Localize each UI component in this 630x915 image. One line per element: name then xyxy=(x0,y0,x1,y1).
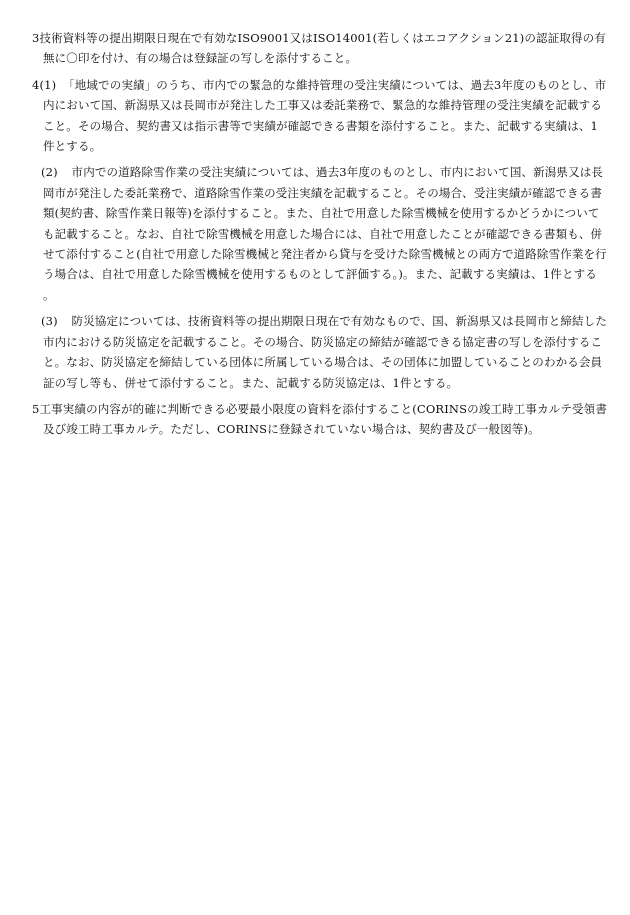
item-number: 4(1) xyxy=(32,77,57,92)
item-4-3 xyxy=(32,311,608,393)
item-text: 防災協定については、技術資料等の提出期限日現在で有効なもので、国、新潟県又は長岡市と締結した市内における防災協定を記載すること。その場合、防災協定の締結が確認できる協定書の写しを添付すること。なお、防災協定を締結している団体に所属している場合は、その団体に加盟していることのわかる会員証の写し等も、併せて添付すること。また、記載する防災協定は、1件とする。 xyxy=(43,314,607,390)
item-5 xyxy=(32,399,608,440)
item-number: 5 xyxy=(32,401,40,416)
item-number: (3) xyxy=(41,314,58,329)
item-text: 技術資料等の提出期限日現在で有効なISO9001又はISO14001(若しくはエコアクション21)の認証取得の有無に〇印を付け、有の場合は登録証の写しを添付すること。 xyxy=(39,31,606,66)
item-text: 市内での道路除雪作業の受注実績については、過去3年度のものとし、市内において国、新潟県又は長岡市が発注した委託業務で、道路除雪作業の受注実績を記載すること。その場合、受注実績が確認できる書類(契約書、除雪作業日報等)を添付すること。また、自社で用意した除雪機械を使用するかどうかについても記載すること。なお、自社で除雪機械を用意した場合には、自社で用意したことが確認できる書類も、併せて添付すること(自社で用意した除雪機械と発注者から貸与を受けた除雪機械との両方で道路除雪作業を行う場合は、自社で用意した除雪機械を使用するものとして評価する。)。また、記載する実績は、1件とする。 xyxy=(43,165,607,302)
item-4-1 xyxy=(32,75,608,157)
item-text: 工事実績の内容が的確に判断できる必要最小限度の資料を添付すること(CORINSの竣工時工事カルテ受領書及び竣工時工事カルテ。ただし、CORINSに登録されていない場合は、契約書及び一般図等)。 xyxy=(39,401,607,437)
item-text: 「地域での実績」のうち、市内での緊急的な維持管理の受注実績については、過去3年度のものとし、市内において国、新潟県又は長岡市が発注した工事又は委託業務で、緊急的な維持管理の受注実績を記載すること。その場合、契約書又は指示書等で実績が確認できる書類を添付すること。また、記載する実績は、1件とする。 xyxy=(43,77,607,154)
item-number: 3 xyxy=(32,31,40,45)
item-4-2 xyxy=(32,162,608,305)
item-3 xyxy=(32,28,608,69)
item-number: (2) xyxy=(41,165,58,180)
